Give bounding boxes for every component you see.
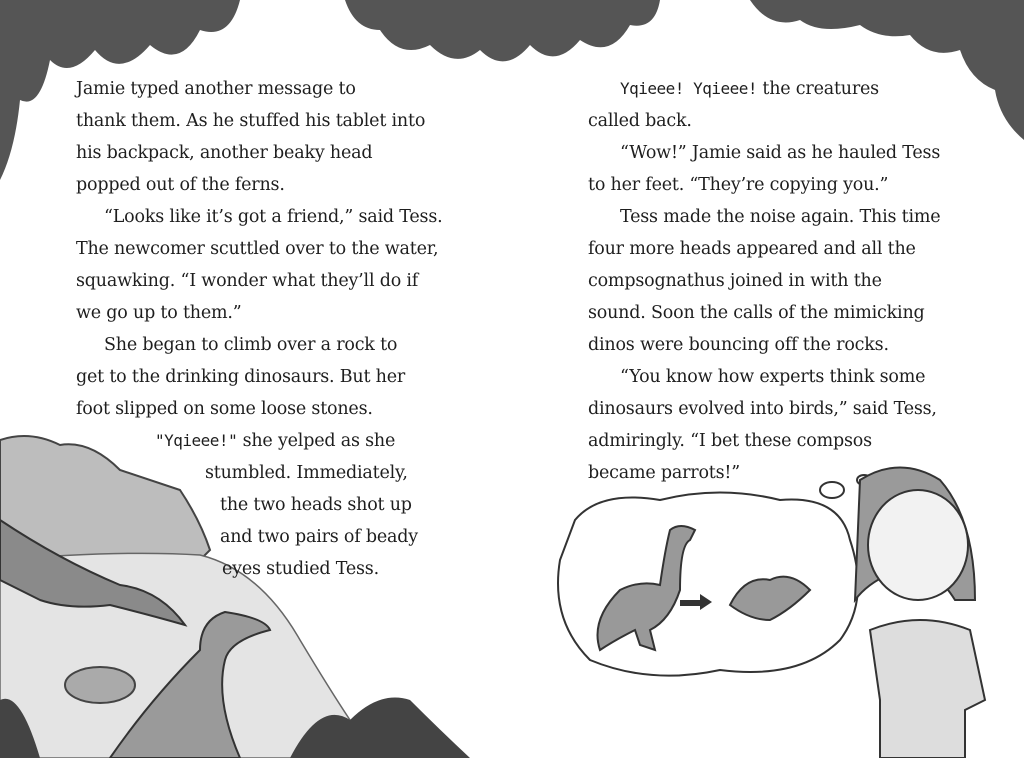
text-line: his backpack, another beaky head xyxy=(76,143,373,163)
text-line: She began to climb over a rock to xyxy=(104,335,398,355)
text-line: dinosaurs evolved into birds,” said Tess, xyxy=(588,399,937,419)
text-line: four more heads appeared and all the xyxy=(588,239,916,259)
text-line: “You know how experts think some xyxy=(620,367,926,387)
text-line: dinos were bouncing off the rocks. xyxy=(588,335,889,355)
rocks-and-water-illustration xyxy=(0,436,470,758)
text-line: and two pairs of beady xyxy=(220,527,418,547)
text-line: The newcomer scuttled over to the water, xyxy=(76,239,439,259)
text-line: Jamie typed another message to xyxy=(76,79,356,99)
text-line: to her feet. “They’re copying you.” xyxy=(588,175,889,195)
text-line: we go up to them.” xyxy=(76,303,242,323)
text-line: “Wow!” Jamie said as he hauled Tess xyxy=(620,143,941,163)
foliage-top-center xyxy=(345,0,660,61)
text-line xyxy=(620,78,879,100)
text-line: stumbled. Immediately, xyxy=(205,463,408,483)
text-line: called back. xyxy=(588,111,692,131)
text-line: thank them. As he stuffed his tablet into xyxy=(76,111,426,131)
text-line: eyes studied Tess. xyxy=(222,559,379,579)
text-line: get to the drinking dinosaurs. But her xyxy=(76,367,406,387)
text-line: the two heads shot up xyxy=(220,495,412,515)
text-span: she yelped as she xyxy=(242,431,396,451)
text-line: sound. Soon the calls of the mimicking xyxy=(588,303,925,323)
text-line: admiringly. “I bet these compsos xyxy=(588,431,872,451)
text-span: the creatures xyxy=(762,79,879,99)
text-line: foot slipped on some loose stones. xyxy=(76,399,373,419)
text-line: Tess made the noise again. This time xyxy=(620,207,941,227)
cry-text: Yqieee! Yqieee! xyxy=(620,79,757,98)
text-line: compsognathus joined in with the xyxy=(588,271,882,291)
foliage-top-right xyxy=(750,0,1024,140)
thought-bubble xyxy=(558,475,871,676)
text-line: squawking. “I wonder what they’ll do if xyxy=(76,271,419,291)
text-line: “Looks like it’s got a friend,” said Tess. xyxy=(104,207,443,227)
girl-illustration xyxy=(855,468,985,758)
text-line xyxy=(155,430,395,452)
text-line: became parrots!” xyxy=(588,463,741,483)
text-line: popped out of the ferns. xyxy=(76,175,285,195)
cry-text: "Yqieee!" xyxy=(155,431,238,450)
